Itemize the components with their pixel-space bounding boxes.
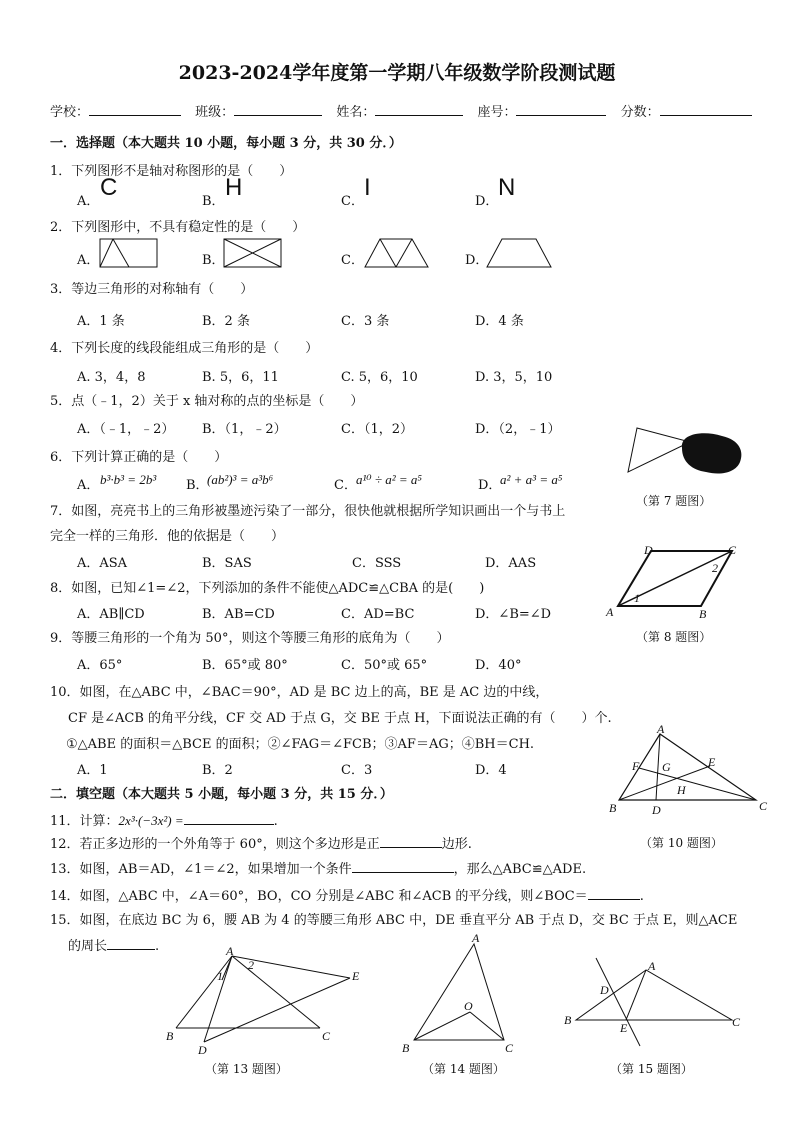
q10-line-1: 10．如图，在△ABC 中，∠BAC＝90°，AD 是 BC 边上的高，BE 是 AC 边的中线，	[50, 685, 549, 700]
score-label: 分数：	[620, 105, 660, 120]
figure-7	[622, 424, 752, 484]
fig15-label-B: B	[564, 1013, 572, 1027]
fig8-label-D: D	[644, 543, 653, 557]
page-title: 2023-2024学年度第一学期八年级数学阶段测试题	[178, 62, 616, 84]
q11-prefix: 11．计算：	[50, 814, 119, 829]
q5-option-a: A．（﹣1，﹣2）	[77, 422, 175, 437]
q5-option-c: C．（1，2）	[341, 422, 413, 437]
q6-option-b-label: B．	[186, 478, 209, 493]
q8-option-d: D．∠B=∠D	[475, 607, 552, 622]
fig15-label-D: D	[600, 983, 609, 997]
q14-text	[50, 885, 644, 904]
q6-option-a-expr: b³·b³ = 2b³	[100, 472, 157, 487]
fig13-label-D: D	[198, 1043, 207, 1057]
fig8-label-C: C	[728, 543, 737, 557]
q8-option-a: A．AB∥CD	[77, 607, 145, 622]
q2-option-b-label: B．	[202, 253, 225, 268]
q7-option-a: A．ASA	[77, 556, 128, 571]
q9-option-a: A．65°	[77, 658, 123, 673]
q7-option-c: C．SSS	[352, 556, 402, 571]
figure-10-caption: （第 10 题图）	[640, 836, 723, 850]
q9-option-b: B．65°或 80°	[202, 658, 288, 673]
q14-suffix: .	[639, 889, 644, 904]
q6-option-b-expr: (ab²)³ = a³b⁶	[207, 472, 274, 487]
q2-option-d-label: D．	[465, 253, 489, 268]
q10-option-a: A．1	[77, 763, 108, 778]
fig8-label-B: B	[699, 607, 707, 621]
q2-figure-a	[99, 238, 159, 270]
q12-answer-blank[interactable]	[380, 834, 442, 848]
figure-13-caption: （第 13 题图）	[205, 1062, 288, 1076]
figure-8-caption: （第 8 题图）	[636, 630, 712, 644]
q8-stem: 8．如图，已知∠1=∠2，下列添加的条件不能使△ADC≌△CBA 的是( )	[50, 581, 485, 596]
q7-line-2: 完全一样的三角形．他的依据是（ ）	[50, 529, 285, 544]
fig10-label-E: E	[708, 755, 716, 769]
q11-answer-blank[interactable]	[184, 811, 274, 825]
q13-suffix: ，那么△ABC≌△ADE.	[453, 862, 587, 877]
fig8-label-A: A	[606, 605, 614, 619]
q10-option-d: D．4	[475, 763, 507, 778]
q6-option-c-label: C．	[334, 478, 357, 493]
fig8-label-2: 2	[712, 561, 718, 575]
q4-option-b: B. 5，6，11	[202, 370, 279, 385]
q2-option-a-label: A．	[77, 253, 100, 268]
q4-option-d: D. 3，5，10	[475, 370, 553, 385]
school-label: 学校：	[50, 105, 90, 120]
q15-line-2-text: 的周长	[68, 939, 108, 954]
q2-option-c-label: C．	[341, 253, 364, 268]
fig13-label-2: 2	[248, 958, 254, 972]
q1-option-b-label: B．	[202, 194, 225, 209]
q13-answer-blank[interactable]	[352, 859, 454, 873]
q4-stem: 4．下列长度的线段能组成三角形的是（ ）	[50, 341, 319, 356]
q7-option-d: D．AAS	[485, 556, 537, 571]
q12-stem: 12．若正多边形的一个外角等于 60°，则这个多边形是正	[50, 837, 380, 852]
figure-13	[160, 944, 370, 1056]
student-info-line	[50, 101, 752, 120]
fig10-label-B: B	[609, 801, 617, 815]
q12-suffix: 边形.	[441, 837, 472, 852]
figure-8	[604, 544, 754, 620]
q11-text	[50, 810, 278, 829]
q1-option-d-letter: N	[498, 174, 516, 201]
q15-line-2	[68, 935, 159, 954]
q2-figure-d	[486, 238, 556, 270]
figure-14-caption: （第 14 题图）	[422, 1062, 505, 1076]
q3-stem: 3．等边三角形的对称轴有（ ）	[50, 282, 254, 297]
q5-stem: 5．点（﹣1，2）关于 x 轴对称的点的坐标是（ ）	[50, 394, 364, 409]
fig10-label-D: D	[652, 803, 661, 817]
fig14-label-O: O	[464, 999, 473, 1013]
q1-stem: 1．下列图形不是轴对称图形的是（ ）	[50, 164, 293, 179]
fig13-label-B: B	[166, 1029, 174, 1043]
fig15-label-E: E	[620, 1021, 628, 1035]
figure-7-caption: （第 7 题图）	[636, 494, 712, 508]
q1-option-b-letter: H	[225, 174, 243, 201]
fig15-label-A: A	[648, 959, 656, 973]
q2-stem: 2．下列图形中，不具有稳定性的是（ ）	[50, 220, 306, 235]
q2-figure-c	[364, 238, 434, 270]
figure-15	[560, 954, 760, 1050]
q1-option-c-label: C．	[341, 194, 364, 209]
q10-option-c: C．3	[341, 763, 373, 778]
q8-option-c: C．AD=BC	[341, 607, 415, 622]
section-2-heading: 二．填空题（本大题共 5 小题，每小题 3 分，共 15 分．）	[50, 787, 393, 802]
q7-line-1: 7．如图，亮亮书上的三角形被墨迹污染了一部分，很快他就根据所学知识画出一个与书上	[50, 504, 566, 519]
seat-label: 座号：	[477, 105, 517, 120]
q9-option-c: C．50°或 65°	[341, 658, 428, 673]
q4-option-c: C. 5，6，10	[341, 370, 418, 385]
fig10-label-C: C	[759, 799, 768, 813]
q15-line-1: 15．如图，在底边 BC 为 6，腰 AB 为 4 的等腰三角形 ABC 中，DE 垂直平分 AB 于点 D，交 BC 于点 E，则△ACE	[50, 913, 738, 928]
q15-answer-blank[interactable]	[107, 936, 155, 950]
q1-option-c-letter: I	[364, 174, 371, 201]
fig13-label-C: C	[322, 1029, 331, 1043]
q3-option-c: C．3 条	[341, 314, 390, 329]
q15-suffix: .	[155, 939, 160, 954]
figure-10	[604, 722, 774, 818]
q6-option-a-label: A．	[77, 478, 100, 493]
fig10-label-G: G	[662, 760, 671, 774]
fig8-label-1: 1	[634, 591, 640, 605]
q3-option-d: D．4 条	[475, 314, 524, 329]
q10-line-2: CF 是∠ACB 的角平分线，CF 交 AD 于点 G，交 BE 于点 H，下面说法正确的有（ ）个.	[68, 711, 612, 726]
q6-option-d-label: D．	[478, 478, 502, 493]
school-field[interactable]	[89, 102, 181, 116]
q5-option-b: B．（1，﹣2）	[202, 422, 287, 437]
fig10-label-F: F	[632, 759, 640, 773]
q6-stem: 6．下列计算正确的是（ ）	[50, 450, 228, 465]
q13-text	[50, 858, 586, 877]
figure-15-caption: （第 15 题图）	[610, 1062, 693, 1076]
q14-stem: 14．如图，△ABC 中，∠A＝60°，BO，CO 分别是∠ABC 和∠ACB 的平分线，则∠BOC＝	[50, 889, 588, 904]
fig13-label-E: E	[352, 969, 360, 983]
q9-option-d: D．40°	[475, 658, 522, 673]
score-field[interactable]	[660, 102, 752, 116]
fig13-label-1: 1	[217, 969, 223, 983]
q11-suffix: .	[273, 814, 278, 829]
q7-option-b: B．SAS	[202, 556, 252, 571]
q14-answer-blank[interactable]	[588, 886, 640, 900]
q1-option-a-label: A．	[77, 194, 100, 209]
fig14-label-B: B	[402, 1041, 410, 1055]
seat-field[interactable]	[516, 102, 606, 116]
q10-option-b: B．2	[202, 763, 233, 778]
fig10-label-H: H	[677, 783, 686, 797]
section-1-heading: 一．选择题（本大题共 10 小题，每小题 3 分，共 30 分．）	[50, 136, 402, 151]
fig13-label-A: A	[226, 944, 234, 958]
q1-option-a-letter: C	[100, 174, 118, 201]
class-label: 班级：	[195, 105, 235, 120]
q3-option-a: A．1 条	[77, 314, 125, 329]
fig14-label-C: C	[505, 1041, 514, 1055]
fig10-label-A: A	[657, 722, 665, 736]
fig15-label-C: C	[732, 1015, 741, 1029]
q13-stem: 13．如图，AB＝AD，∠1＝∠2，如果增加一个条件	[50, 862, 352, 877]
q6-option-c-expr: a¹⁰ ÷ a² = a⁵	[356, 472, 422, 487]
q5-option-d: D．（2，﹣1）	[475, 422, 561, 437]
q6-option-d-expr: a² + a³ = a⁵	[500, 472, 563, 487]
q3-option-b: B．2 条	[202, 314, 250, 329]
q4-option-a: A. 3，4，8	[77, 370, 146, 385]
q12-text	[50, 833, 472, 852]
figure-14	[400, 931, 520, 1056]
q8-option-b: B．AB=CD	[202, 607, 275, 622]
q9-stem: 9．等腰三角形的一个角为 50°，则这个等腰三角形的底角为（ ）	[50, 631, 450, 646]
q1-option-d-label: D．	[475, 194, 499, 209]
q2-figure-b	[223, 238, 283, 270]
q10-line-3: ①△ABE 的面积＝△BCE 的面积；②∠FAG＝∠FCB；③AF＝AG；④BH＝CH.	[66, 737, 535, 752]
class-field[interactable]	[234, 102, 322, 116]
q11-expression: 2x³·(−3x²) =	[118, 813, 184, 828]
fig14-label-A: A	[472, 931, 480, 945]
name-label: 姓名：	[336, 105, 376, 120]
name-field[interactable]	[375, 102, 463, 116]
